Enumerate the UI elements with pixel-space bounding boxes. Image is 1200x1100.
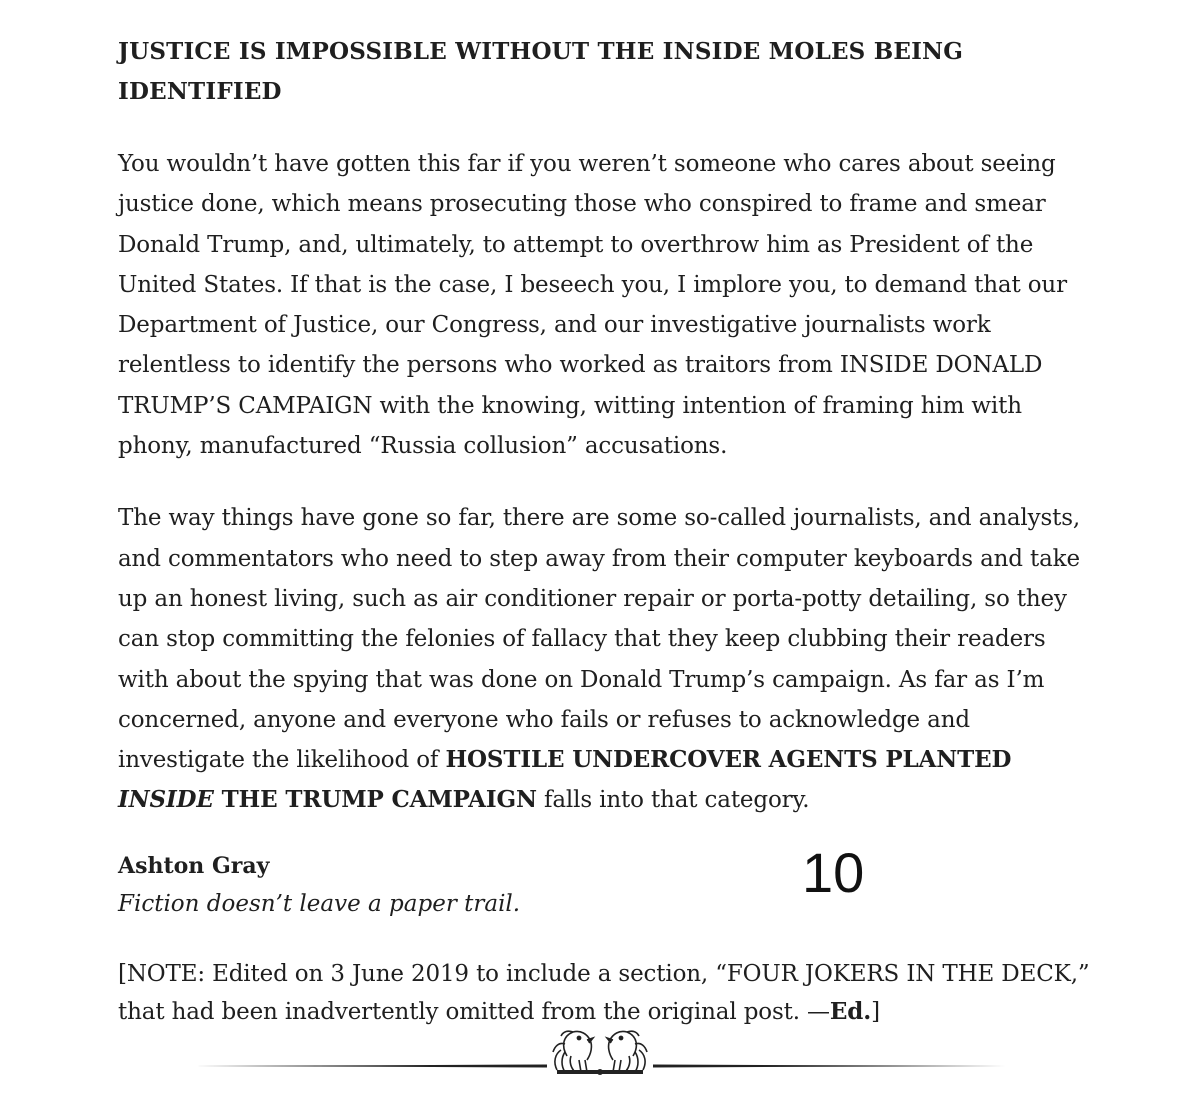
paragraph-1: You wouldn’t have gotten this far if you weren’t someone who cares about seeing justice done, which means prosecuting those who conspired to frame and smear Donald Trump, and, ultimately, to attempt to overthrow him as President of the United States. If that is the case, I beseech you, I implore you, to demand that our Department of Justice, our Congress, and our investigative journalists work relentless to identify the persons who worked as traitors from INSIDE DONALD TRUMP’S CAMPAIGN with the knowing, witting intention of framing him with phony, manufactured “Russia collusion” accusations. <box>118 151 1067 460</box>
paragraph-2-bold-2: THE TRUMP CAMPAIGN <box>213 786 537 814</box>
author-name: Ashton Gray <box>118 852 270 879</box>
section-heading: JUSTICE IS IMPOSSIBLE WITHOUT THE INSIDE MOLES BEING IDENTIFIED <box>118 38 964 105</box>
editor-note-text: [NOTE: Edited on 3 June 2019 to include a section, “FOUR JOKERS IN THE DECK,” that had been inadvertently omitted from the original post. — <box>118 960 1090 1025</box>
article-section <box>118 32 1098 1031</box>
paragraph-2 <box>118 498 1093 820</box>
editor-note-signature: Ed. <box>829 997 872 1025</box>
page-number: 10 <box>802 840 865 904</box>
paragraph-2-text-start: The way things have gone so far, there are some so-called journalists, and analysts, and commentators who need to step away from their computer keyboards and take up an honest living, such as air conditioner repair or porta-potty detailing, so they can stop committing the felonies of fallacy that they keep clubbing their readers with about the spying that was done on Donald Trump’s campaign. As far as I’m concerned, anyone and everyone who fails or refuses to acknowledge and investigate the likelihood of <box>118 505 1081 774</box>
editor-note-close: ] <box>871 998 880 1025</box>
double-eagle-divider-icon <box>195 1026 1005 1080</box>
signature-block <box>118 840 1098 929</box>
author-tagline: Fiction doesn’t leave a paper trail. <box>118 890 521 917</box>
paragraph-2-bold-1: HOSTILE UNDERCOVER AGENTS PLANTED <box>445 746 1012 774</box>
editor-note <box>118 955 1093 1031</box>
paragraph-2-bold-italic: INSIDE <box>118 786 214 814</box>
paragraph-2-text-end: falls into that category. <box>536 787 810 814</box>
